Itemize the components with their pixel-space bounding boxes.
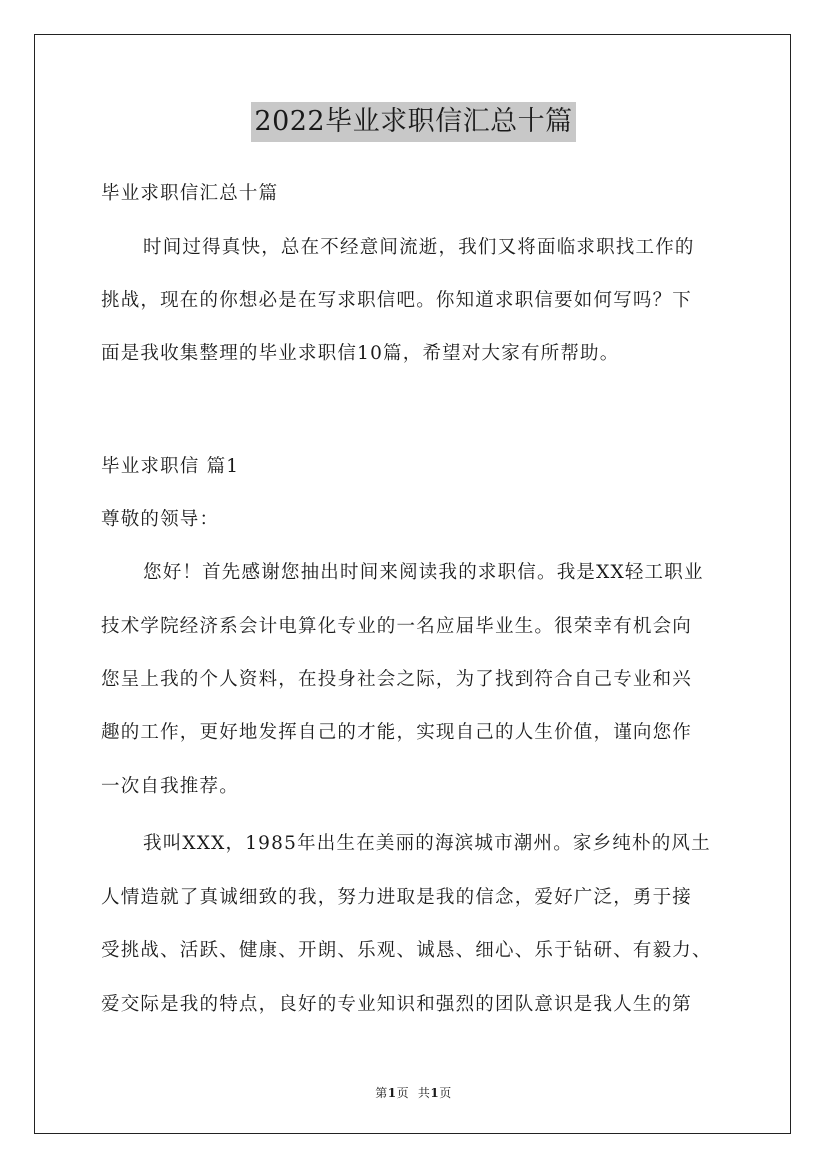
para2-line-1: 我叫XXX，1985年出生在美丽的海滨城市潮州。家乡纯朴的风土 <box>143 833 711 854</box>
para2-line-3: 受挑战、活跃、健康、开朗、乐观、诚恳、细心、乐于钻研、有毅力、 <box>101 940 712 961</box>
footer-total-pages: 1 <box>430 1086 440 1100</box>
para1-line-2: 技术学院经济系会计电算化专业的一名应届毕业生。很荣幸有机会向 <box>101 616 693 637</box>
subtitle: 毕业求职信汇总十篇 <box>101 183 279 204</box>
para2-line-4: 爱交际是我的特点，良好的专业知识和强烈的团队意识是我人生的第 <box>101 994 693 1015</box>
page-footer <box>0 1084 827 1101</box>
para1-line-3: 您呈上我的个人资料，在投身社会之际，为了找到符合自己专业和兴 <box>101 669 693 690</box>
para1-line-1: 您好！首先感谢您抽出时间来阅读我的求职信。我是XX轻工职业 <box>143 562 704 583</box>
intro-line-1: 时间过得真快，总在不经意间流逝，我们又将面临求职找工作的 <box>143 237 695 258</box>
intro-line-2: 挑战，现在的你想必是在写求职信吧。你知道求职信要如何写吗？下 <box>101 290 693 311</box>
footer-total-prefix: 共 <box>417 1086 431 1100</box>
para1-line-4: 趣的工作，更好地发挥自己的才能，实现自己的人生价值，谨向您作 <box>101 722 693 743</box>
para2-line-2: 人情造就了真诚细致的我，努力进取是我的信念，爱好广泛，勇于接 <box>101 887 693 908</box>
footer-page-suffix: 页 <box>396 1086 410 1100</box>
footer-page-number: 1 <box>387 1086 397 1100</box>
para1-line-5: 一次自我推荐。 <box>101 776 239 797</box>
document-title: 2022毕业求职信汇总十篇 <box>251 102 575 142</box>
intro-line-3: 面是我收集整理的毕业求职信10篇，希望对大家有所帮助。 <box>101 343 620 364</box>
footer-total-suffix: 页 <box>439 1086 452 1100</box>
title-container <box>0 102 827 142</box>
salutation: 尊敬的领导： <box>101 509 220 530</box>
footer-page-prefix: 第 <box>375 1086 388 1100</box>
section-heading: 毕业求职信 篇1 <box>101 456 240 477</box>
